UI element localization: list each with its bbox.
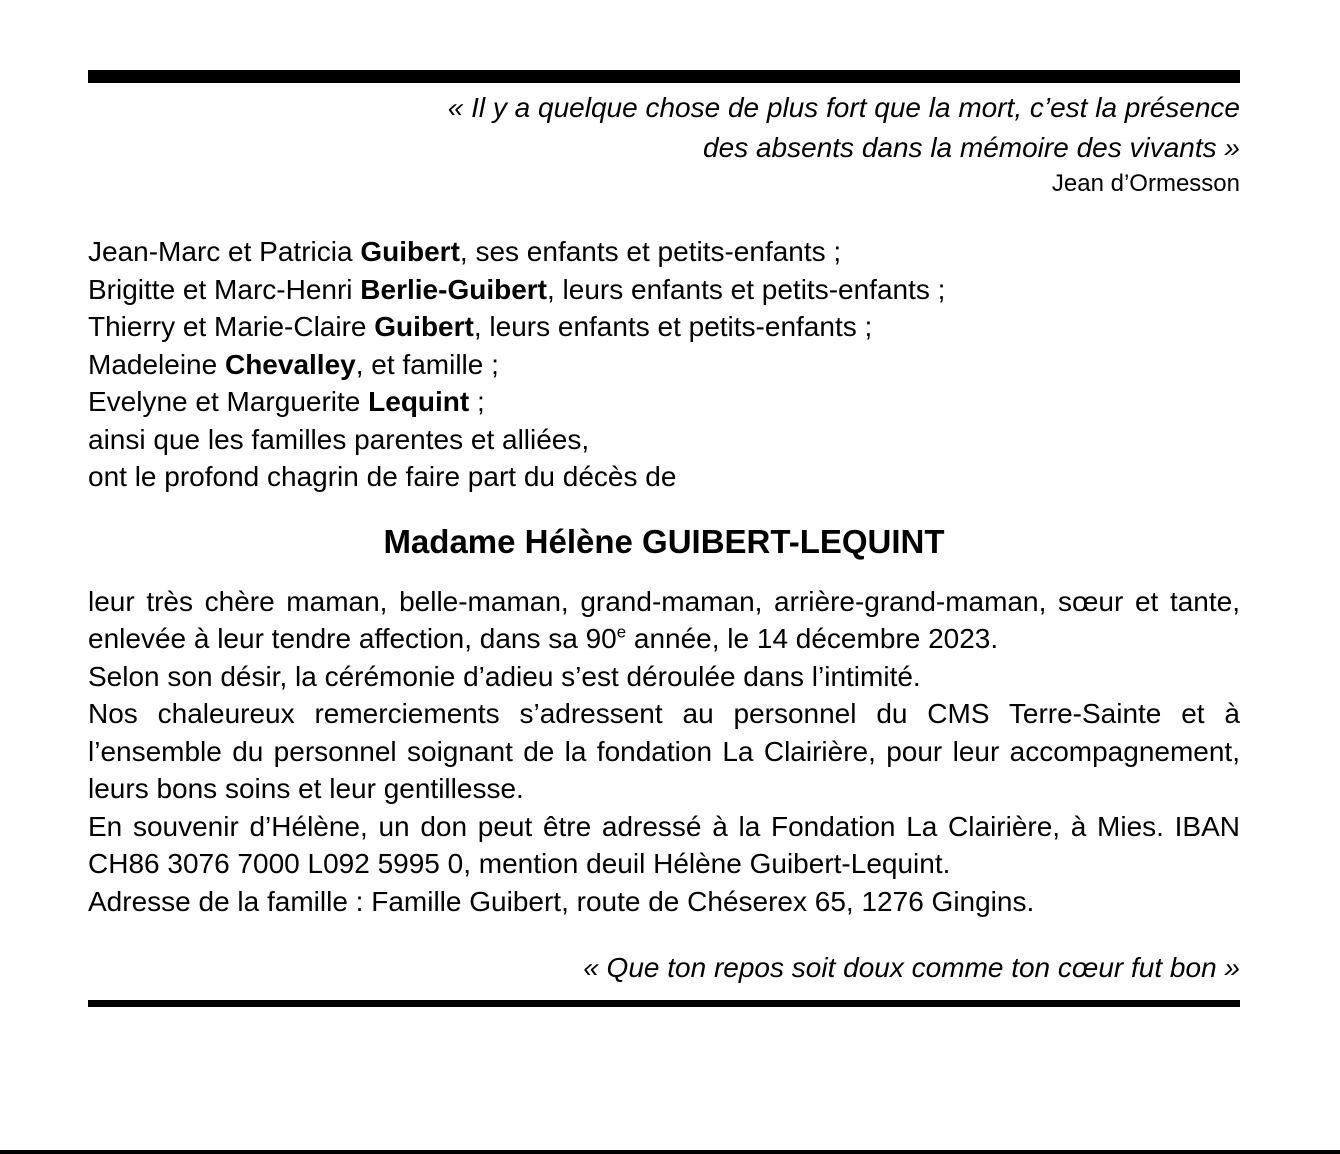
opening-quote-line-2: des absents dans la mémoire des vivants » bbox=[703, 132, 1240, 163]
family-name: Chevalley bbox=[224, 348, 356, 380]
family-line-text: Thierry et Marie-Claire bbox=[88, 311, 375, 342]
notice-body bbox=[88, 583, 1240, 921]
family-line-text: Madeleine bbox=[88, 348, 225, 380]
ordinal-superscript: e bbox=[616, 622, 627, 642]
family-name: Guibert bbox=[360, 236, 460, 267]
family-line-text: ont le profond chagrin de faire part du décès de bbox=[88, 461, 677, 492]
family-line-text: Evelyne et Marguerite bbox=[88, 386, 369, 417]
family-line bbox=[88, 458, 1240, 496]
family-line bbox=[88, 233, 1240, 271]
closing-quote: « Que ton repos soit doux comme ton cœur fut bon » bbox=[583, 952, 1240, 983]
family-name: Guibert bbox=[374, 311, 474, 342]
family-name: Lequint bbox=[368, 386, 470, 417]
family-line-text: , ses enfants et petits-enfants ; bbox=[459, 236, 842, 267]
body-paragraph-1 bbox=[88, 583, 1240, 658]
deceased-name: Madame Hélène GUIBERT-LEQUINT bbox=[383, 522, 945, 560]
body-paragraph-1-text: année, le 14 décembre 2023. bbox=[626, 623, 999, 654]
family-line-text: Jean-Marc et Patricia bbox=[88, 236, 361, 267]
obituary-notice bbox=[88, 0, 1240, 1007]
family-line bbox=[88, 271, 1240, 309]
family-line-text: , et famille ; bbox=[355, 348, 499, 380]
screen-bottom-edge bbox=[0, 1150, 1340, 1154]
body-paragraph-4: En souvenir d’Hélène, un don peut être adressé à la Fondation La Clairière, à Mies. IBAN CH86 3076 7000 L092 5995 0, mention deuil Hélène Guibert-Lequint. bbox=[88, 810, 1240, 879]
family-line bbox=[88, 346, 1240, 384]
family-line-text: , leurs enfants et petits-enfants ; bbox=[547, 273, 946, 305]
family-line-text: ainsi que les familles parentes et alliées, bbox=[88, 423, 590, 455]
family-line-text: , leurs enfants et petits-enfants ; bbox=[473, 311, 873, 342]
family-line-text: ; bbox=[469, 386, 485, 417]
opening-quote bbox=[88, 88, 1240, 168]
opening-quote-line-1: « Il y a quelque chose de plus fort que la mort, c’est la présence bbox=[447, 92, 1240, 123]
family-line bbox=[88, 383, 1240, 421]
family-line-text: Brigitte et Marc-Henri bbox=[88, 273, 361, 305]
family-name: Berlie-Guibert bbox=[360, 273, 547, 305]
bottom-rule bbox=[88, 1000, 1240, 1007]
family-line bbox=[88, 421, 1240, 459]
body-paragraph-5: Adresse de la famille : Famille Guibert, route de Chéserex 65, 1276 Gingins. bbox=[88, 885, 1035, 917]
body-paragraph-3: Nos chaleureux remerciements s’adressent au personnel du CMS Terre-Sainte et à l’ensemble du personnel soignant de la fondation La Clairière, pour leur accompagnement, leurs bons soins et leur gentillesse. bbox=[88, 698, 1240, 804]
body-paragraph-1-text: leur très chère maman, belle-maman, grand-maman, arrière-grand-maman, sœur et tante, enlevée à leur tendre affection, dans sa 90 bbox=[88, 585, 1240, 654]
quote-attribution: Jean d’Ormesson bbox=[1051, 170, 1240, 197]
family-line bbox=[88, 308, 1240, 346]
top-rule bbox=[88, 70, 1240, 83]
family-list bbox=[88, 233, 1240, 496]
body-paragraph-2: Selon son désir, la cérémonie d’adieu s’est déroulée dans l’intimité. bbox=[88, 660, 921, 692]
